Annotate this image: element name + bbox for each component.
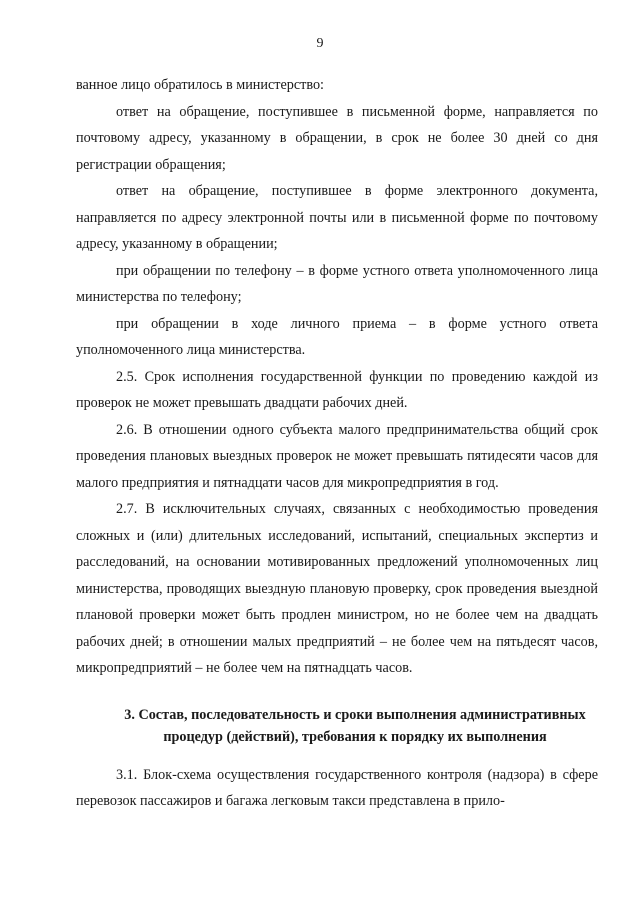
paragraph-2-5: 2.5. Срок исполнения государственной функции по проведению каждой из проверок не может превышать двадцати рабочих дней.: [76, 368, 598, 411]
paragraph-continuation: ванное лицо обратилось в министерство:: [76, 77, 325, 93]
paragraph-personal-response: при обращении в ходе личного приема – в форме устного ответа уполномоченного лица министерства.: [76, 315, 598, 358]
document-body: [76, 72, 598, 815]
section-heading: 3. Состав, последовательность и сроки выполнения административных процедур (действий), требования к порядку их выполнения: [124, 706, 586, 745]
page-number: 9: [316, 36, 324, 51]
paragraph-2-7: 2.7. В исключительных случаях, связанных с необходимостью проведения сложных и (или) длительных исследований, испытаний, специальных экспертиз и расследований, на основании мотивированных предложений уполномоченных лиц министерства, проводящих выездную плановую проверку, срок проведения выездной плановой проверки может быть продлен министром, но не более чем на двадцать рабочих дней; в отношении малых предприятий – не более чем на пятьдесят часов, микропредприятий – не более чем на пятнадцать часов.: [76, 501, 598, 676]
paragraph-written-response: ответ на обращение, поступившее в письменной форме, направляется по почтовому адресу, указанному в обращении, в срок не более 30 дней со дня регистрации обращения;: [76, 103, 598, 173]
paragraph-3-1: 3.1. Блок-схема осуществления государственного контроля (надзора) в сфере перевозок пассажиров и багажа легковым такси представлена в прило-: [76, 766, 598, 809]
paragraph-2-6: 2.6. В отношении одного субъекта малого предпринимательства общий срок проведения плановых выездных проверок не может превышать пятидесяти часов для малого предприятия и пятнадцати часов для микропредприятия в год.: [76, 421, 598, 491]
paragraph-electronic-response: ответ на обращение, поступившее в форме электронного документа, направляется по адресу электронной почты или в письменной форме по почтовому адресу, указанному в обращении;: [76, 183, 598, 252]
paragraph-phone-response: при обращении по телефону – в форме устного ответа уполномоченного лица министерства по телефону;: [76, 262, 598, 305]
